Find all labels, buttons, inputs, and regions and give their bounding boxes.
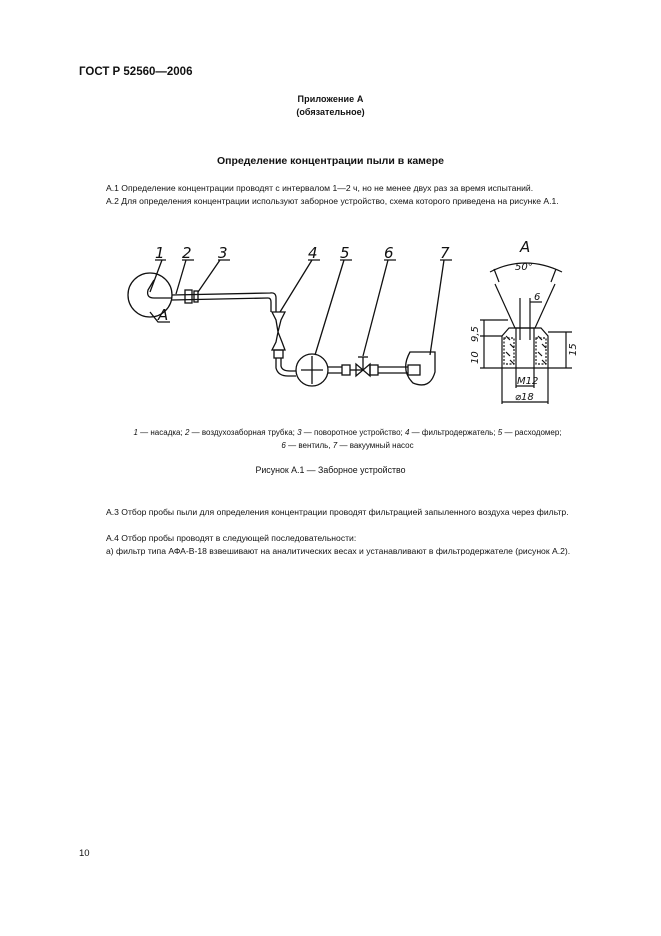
- dim-10: 10: [470, 351, 481, 364]
- legend-text-4: — фильтродержатель;: [411, 428, 498, 437]
- legend-num-3: 3: [297, 428, 302, 437]
- legend-text-2: — воздухозаборная трубка;: [191, 428, 298, 437]
- legend-num-6: 6: [281, 441, 286, 450]
- legend-num-2: 2: [184, 428, 190, 437]
- paragraph-a4a: а) фильтр типа АФА-В-18 взвешивают на аналитических весах и устанавливают в фильтродержателе (рисунок А.2).: [106, 546, 571, 556]
- label-view-a: А: [520, 238, 531, 256]
- legend-num-5: 5: [497, 428, 503, 437]
- label-4: 4: [308, 244, 318, 262]
- page-number: 10: [79, 848, 90, 859]
- label-3: 3: [218, 244, 228, 262]
- document-header: ГОСТ Р 52560—2006: [79, 66, 193, 78]
- figure-legend: [79, 426, 616, 452]
- label-7: 7: [440, 244, 450, 262]
- dim-15: 15: [568, 343, 579, 356]
- paragraph-a3: А.3 Отбор пробы пыли для определения концентрации проводят фильтрацией запыленного воздуха через фильтр.: [106, 507, 569, 517]
- paragraph-a1: А.1 Определение концентрации проводят с интервалом 1—2 ч, но не менее двух раз за время испытаний.: [106, 183, 534, 193]
- legend-num-7: 7: [332, 441, 338, 450]
- appendix-title: Приложение А: [297, 94, 364, 104]
- paragraph-a4: А.4 Отбор пробы проводят в следующей последовательности:: [106, 533, 357, 543]
- legend-text-7: — вакуумный насос: [339, 441, 414, 450]
- filter-holder: [272, 312, 285, 350]
- label-a-marker: А: [158, 306, 169, 324]
- label-2: 2: [182, 244, 192, 262]
- rotary-device: [185, 290, 192, 303]
- label-5: 5: [340, 244, 350, 262]
- dim-angle: 50°: [515, 262, 533, 273]
- legend-num-4: 4: [404, 428, 410, 437]
- legend-text-6: — вентиль,: [288, 441, 333, 450]
- legend-text-1: — насадка;: [140, 428, 185, 437]
- dim-9-5: 9,5: [470, 326, 481, 342]
- dim-d18: ⌀18: [515, 392, 534, 403]
- dim-6: 6: [534, 292, 541, 303]
- figure-caption: Рисунок А.1 — Заборное устройство: [255, 465, 406, 475]
- figure-sampling-device: [110, 232, 590, 422]
- legend-num-1: 1: [133, 428, 138, 437]
- label-6: 6: [384, 244, 394, 262]
- legend-text-5: — расходомер;: [504, 428, 562, 437]
- paragraph-a2: А.2 Для определения концентрации используют заборное устройство, схема которого приведена на рисунке А.1.: [106, 196, 559, 206]
- appendix-subtitle: (обязательное): [296, 107, 365, 117]
- legend-text-3: — поворотное устройство;: [303, 428, 405, 437]
- label-1: 1: [155, 244, 165, 262]
- section-title: Определение концентрации пыли в камере: [216, 155, 445, 167]
- dim-m12: М12: [517, 376, 539, 387]
